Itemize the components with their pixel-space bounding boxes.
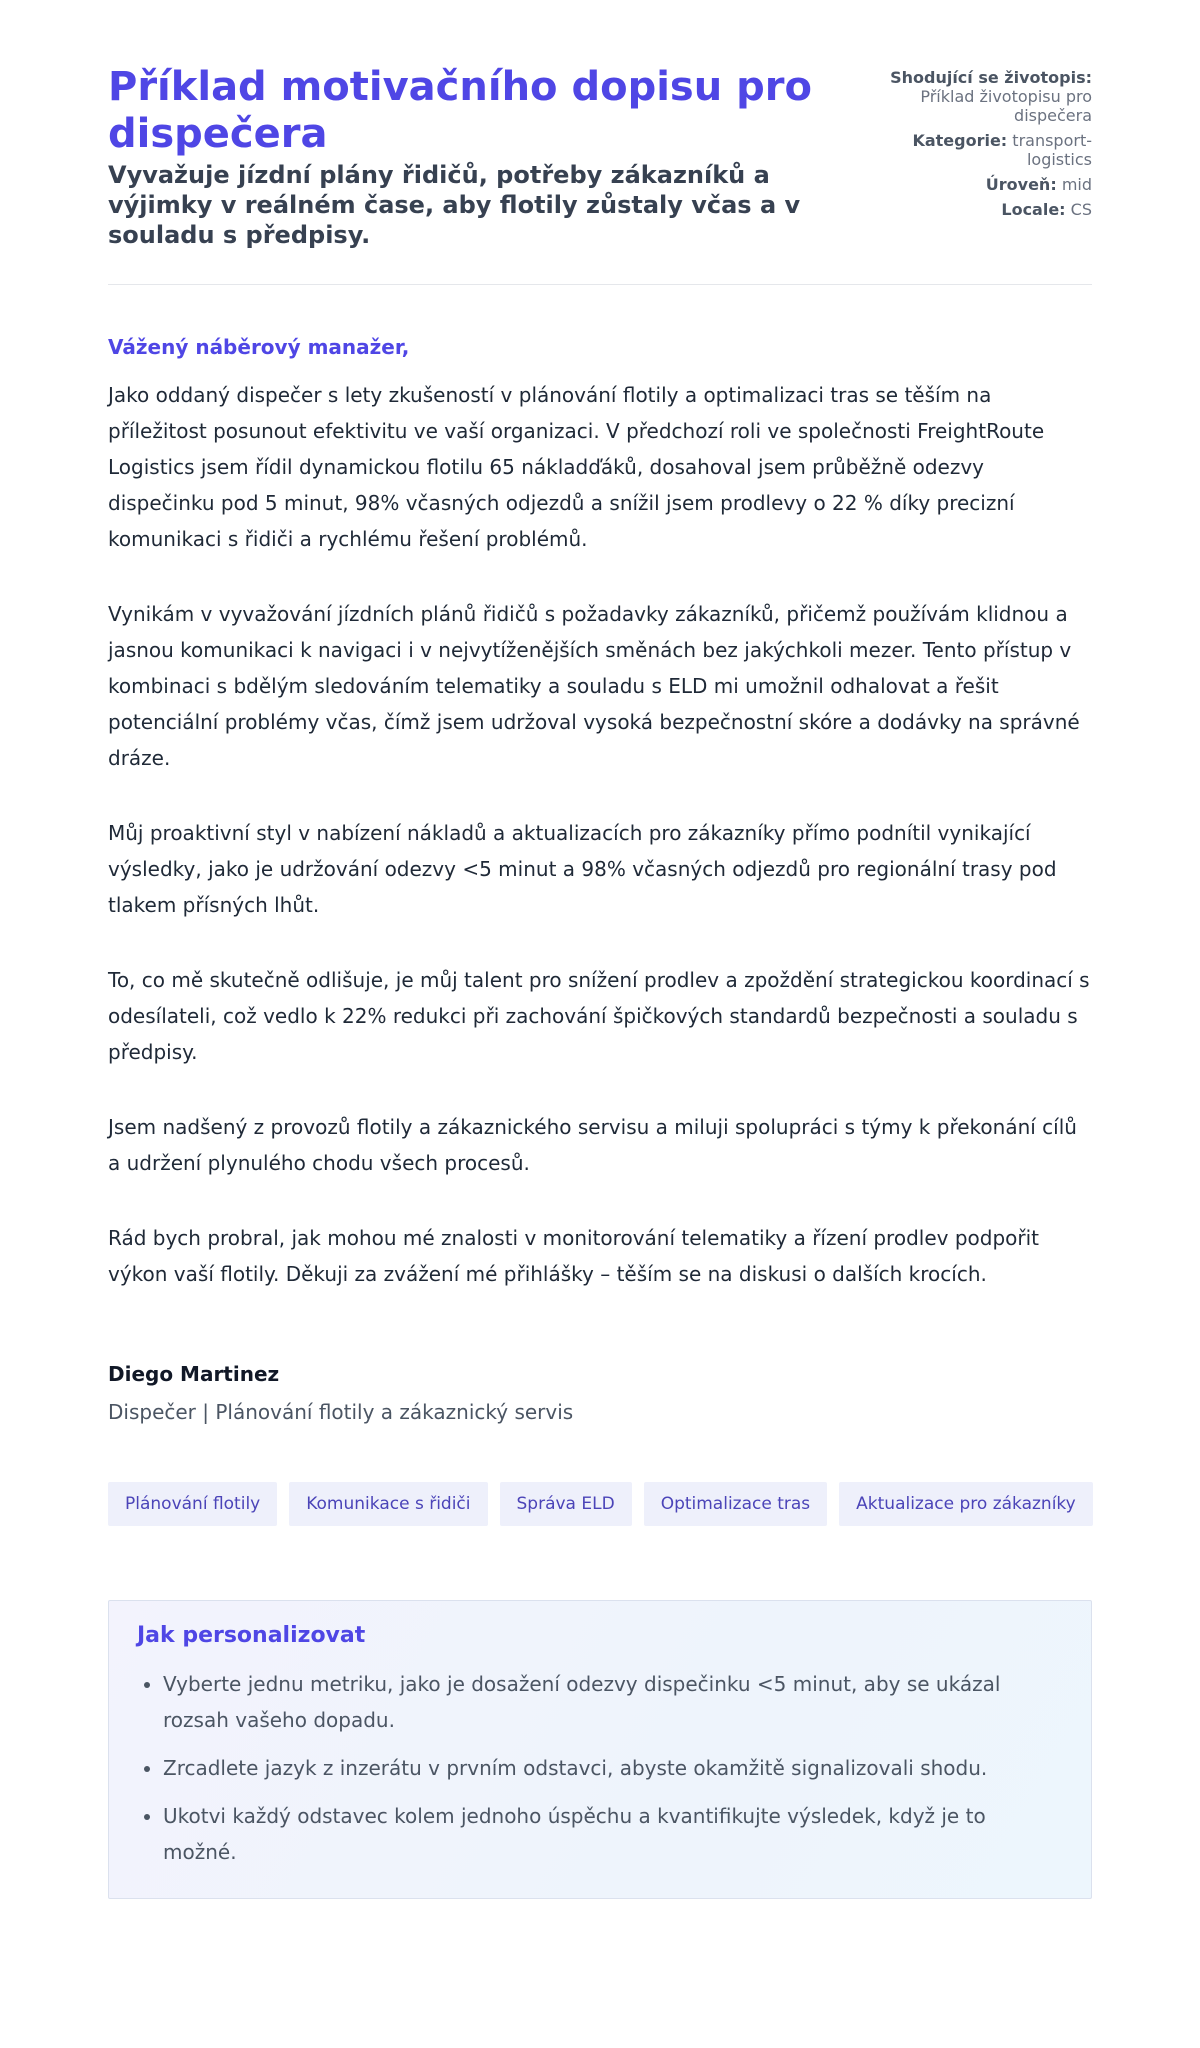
- letter-paragraph: Rád bych probral, jak mohou mé znalosti v monitorování telematiky a řízení prodlev podpořit výkon vaší flotily. Děkuji za zvážení mé přihlášky – těším se na diskusi o dalších krocích.: [108, 1226, 1040, 1286]
- page-header: [108, 64, 1092, 285]
- skill-tags: [108, 1482, 1092, 1526]
- meta-panel: [856, 64, 1092, 225]
- skill-tag: Aktualizace pro zákazníky: [839, 1482, 1093, 1526]
- signature-block: [108, 1362, 1092, 1424]
- skill-tag: Optimalizace tras: [644, 1482, 827, 1526]
- meta-level-value: mid: [1061, 175, 1092, 194]
- letter-paragraph: To, co mě skutečně odlišuje, je můj talent pro snížení prodlev a zpoždění strategickou koordinací s odesílateli, což vedlo k 22% redukci při zachování špičkových standardů bezpečnosti a souladu s předpisy.: [108, 968, 1090, 1064]
- meta-category-key: Kategorie:: [912, 131, 1008, 150]
- header-title-block: [108, 64, 856, 250]
- page-subtitle: Vyvažuje jízdní plány řidičů, potřeby zákazníků a výjimky v reálném čase, aby flotily zůstaly včas a v souladu s předpisy.: [108, 161, 801, 249]
- tips-list: [137, 1666, 1063, 1870]
- letter-paragraph: Můj proaktivní styl v nabízení nákladů a aktualizacích pro zákazníky přímo podnítil vynikající výsledky, jako je udržování odezvy <5 minut a 98% včasných odjezdů pro regionální trasy pod tlakem přísných lhůt.: [108, 821, 1057, 917]
- letter-salutation: Vážený náběrový manažer,: [108, 335, 410, 359]
- signature-name: Diego Martinez: [108, 1362, 280, 1386]
- meta-category-value: transport-logistics: [1012, 131, 1092, 169]
- meta-level: [856, 175, 1092, 194]
- meta-resume-value: Příklad životopisu pro dispečera: [920, 87, 1092, 125]
- meta-resume-key: Shodující se životopis:: [890, 68, 1092, 87]
- letter-body: [108, 335, 1092, 1292]
- tip-item: • Vyberte jednu metriku, jako je dosažení odezvy dispečinku <5 minut, aby se ukázal rozsah vašeho dopadu.: [163, 1666, 1063, 1738]
- signature-role: Dispečer | Plánování flotily a zákaznický servis: [108, 1400, 574, 1424]
- meta-locale: [856, 200, 1092, 219]
- skill-tag: Komunikace s řidiči: [289, 1482, 487, 1526]
- tip-item: • Ukotvi každý odstavec kolem jednoho úspěchu a kvantifikujte výsledek, když je to možné.: [163, 1798, 1063, 1870]
- tips-title: Jak personalizovat: [137, 1623, 366, 1648]
- personalize-tips-box: [108, 1600, 1092, 1899]
- skill-tag: Plánování flotily: [108, 1482, 277, 1526]
- letter-paragraph: Jsem nadšený z provozů flotily a zákaznického servisu a miluji spolupráci s týmy k překonání cílů a udržení plynulého chodu všech procesů.: [108, 1115, 1077, 1175]
- tip-item: • Zrcadlete jazyk z inzerátu v prvním odstavci, abyste okamžitě signalizovali shodu.: [163, 1750, 1063, 1786]
- meta-matching-resume: [856, 68, 1092, 125]
- letter-paragraph: Jako oddaný dispečer s lety zkušeností v plánování flotily a optimalizaci tras se těším na příležitost posunout efektivitu ve vaší organizaci. V předchozí roli ve společnosti FreightRoute Logistics jsem řídil dynamickou flotilu 65 nákladďáků, dosahoval jsem průběžně odezvy dispečinku pod 5 minut, 98% včasných odjezdů a snížil jsem prodlevy o 22 % díky precizní komunikaci s řidiči a rychlému řešení problémů.: [108, 383, 1045, 551]
- meta-category: [856, 131, 1092, 169]
- meta-level-key: Úroveň:: [985, 175, 1057, 194]
- page-title: Příklad motivačního dopisu pro dispečera: [108, 64, 812, 157]
- meta-locale-value: CS: [1070, 200, 1092, 219]
- meta-locale-key: Locale:: [1001, 200, 1066, 219]
- letter-paragraph: Vynikám v vyvažování jízdních plánů řidičů s požadavky zákazníků, přičemž používám klidnou a jasnou komunikaci k navigaci i v nejvytíženějších směnách bez jakýchkoli mezer. Tento přístup v kombinaci s bdělým sledováním telematiky a souladu s ELD mi umožnil odhalovat a řešit potenciální problémy včas, čímž jsem udržoval vysoká bezpečnostní skóre a dodávky na správné dráze.: [108, 602, 1080, 770]
- skill-tag: Správa ELD: [500, 1482, 632, 1526]
